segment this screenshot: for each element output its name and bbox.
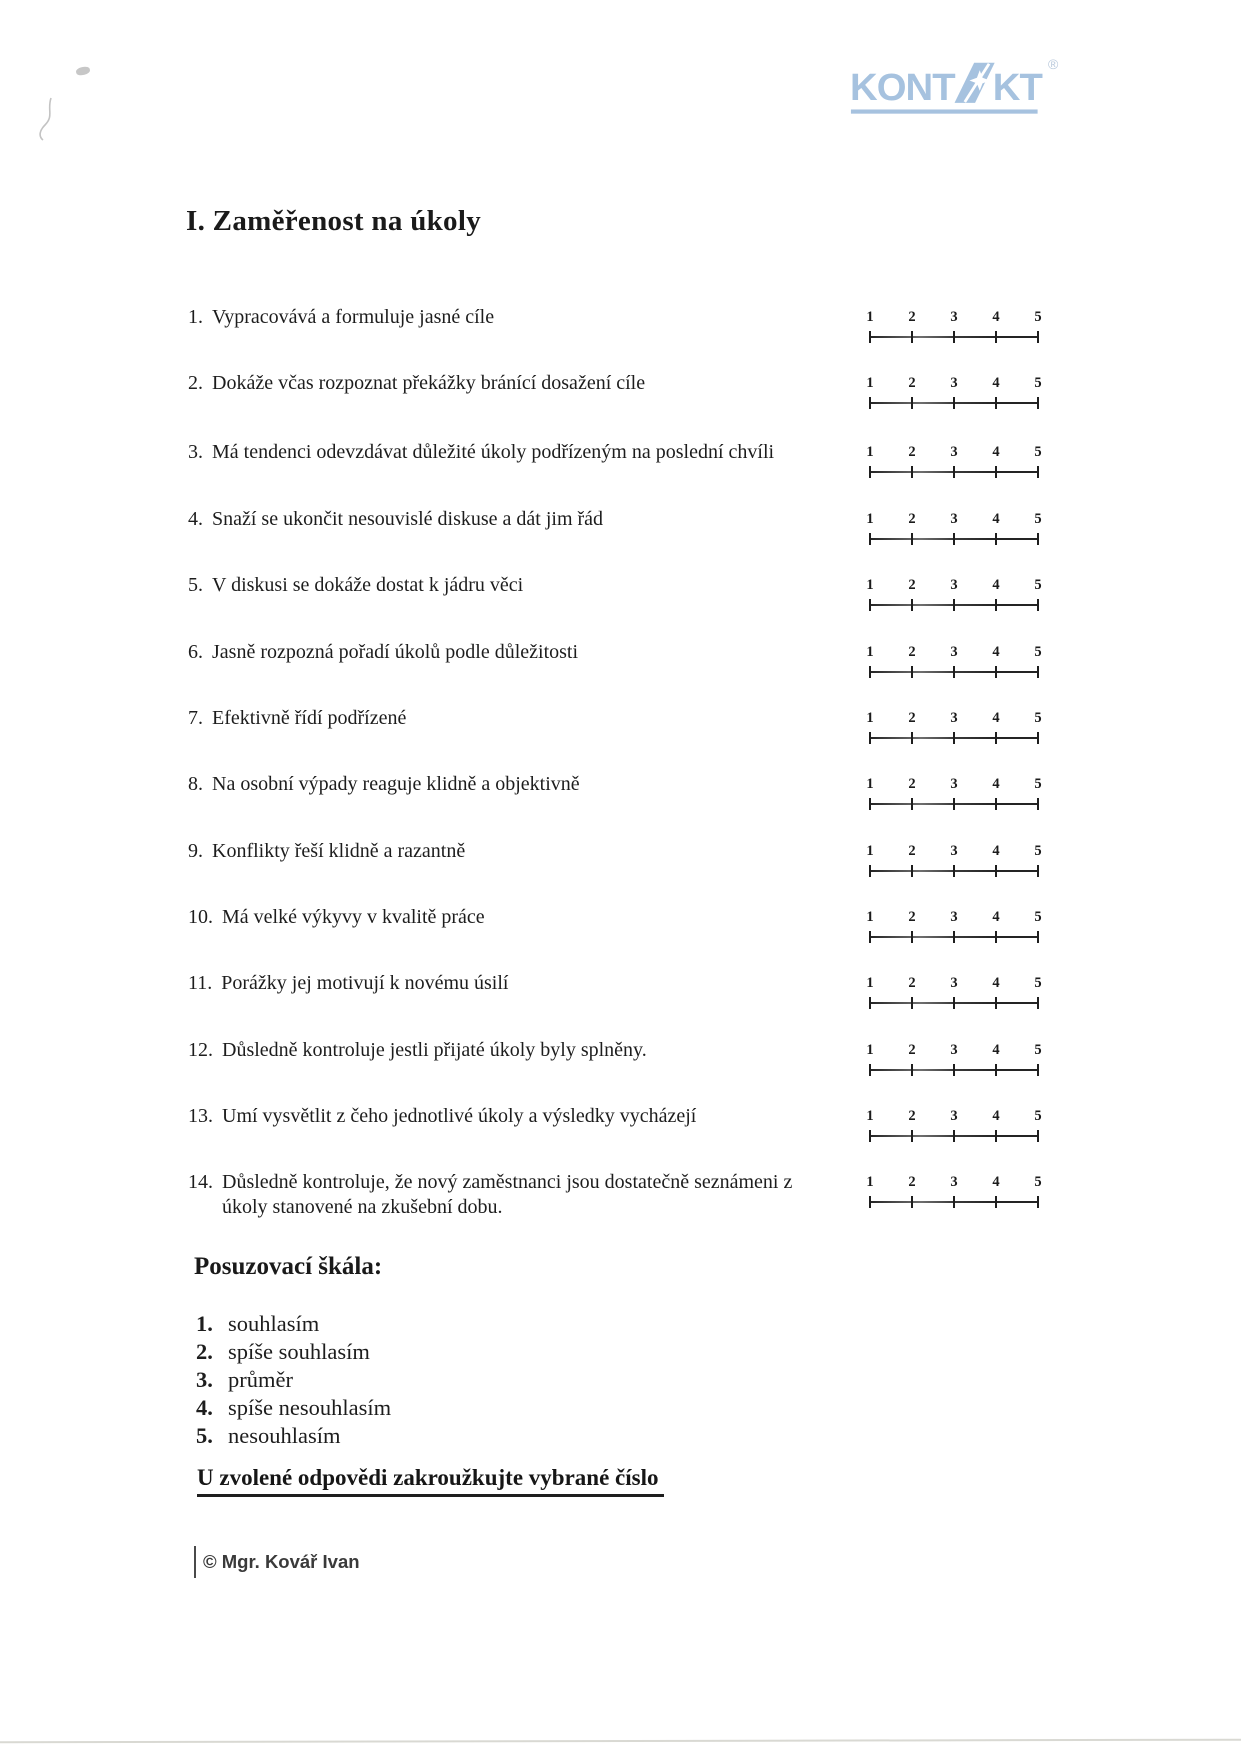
scale-number: 2	[908, 1174, 916, 1190]
rating-scale-line	[870, 402, 1038, 404]
scale-tick	[1037, 1130, 1039, 1142]
scale-tick	[995, 997, 997, 1009]
item-number: 8.	[188, 773, 203, 795]
scale-tick	[911, 397, 913, 409]
rating-scale	[866, 511, 1042, 551]
scale-number: 5	[1034, 644, 1042, 660]
rating-scale-line	[870, 538, 1038, 540]
scale-tick	[953, 865, 955, 877]
scale-tick	[953, 466, 955, 478]
scale-number: 1	[866, 975, 874, 991]
kontakt-logo	[850, 56, 1060, 124]
scale-number: 5	[1034, 375, 1042, 391]
section-heading: I. Zaměřenost na úkoly	[186, 205, 482, 237]
scale-number: 2	[908, 1108, 916, 1124]
scale-number: 3	[950, 843, 958, 859]
scale-tick	[1037, 397, 1039, 409]
scale-number: 3	[950, 511, 958, 527]
rating-scale	[866, 644, 1042, 684]
rating-scale	[866, 843, 1042, 883]
scan-artifact-bottom-edge	[0, 1739, 1241, 1744]
scale-number: 1	[866, 710, 874, 726]
scale-tick	[995, 1130, 997, 1142]
scale-tick	[869, 533, 871, 545]
scale-tick	[911, 599, 913, 611]
rating-scale-line	[870, 1201, 1038, 1203]
circle-answer-instruction: U zvolené odpovědi zakroužkujte vybrané číslo	[197, 1465, 664, 1497]
item-text: Má tendenci odevzdávat důležité úkoly podřízeným na poslední chvíli	[212, 441, 775, 463]
rating-option-label: souhlasím	[228, 1311, 320, 1336]
item-number: 5.	[188, 574, 203, 596]
item-text: Jasně rozpozná pořadí úkolů podle důležitosti	[212, 641, 579, 663]
scale-tick	[911, 865, 913, 877]
scale-number: 1	[866, 644, 874, 660]
scale-tick	[995, 1064, 997, 1076]
scale-number: 4	[992, 309, 1000, 325]
item-text: Konflikty řeší klidně a razantně	[212, 840, 466, 862]
svg-text:KT: KT	[992, 66, 1042, 110]
scale-tick	[1037, 732, 1039, 744]
scale-tick	[911, 931, 913, 943]
scale-tick	[953, 1130, 955, 1142]
rating-scale-line	[870, 671, 1038, 673]
item-text: Dokáže včas rozpoznat překážky bránící dosažení cíle	[212, 372, 646, 394]
item-number: 7.	[188, 707, 203, 729]
rating-scale	[866, 375, 1042, 415]
scale-tick	[953, 732, 955, 744]
scale-tick	[1037, 865, 1039, 877]
scale-number: 2	[908, 577, 916, 593]
scale-number: 5	[1034, 577, 1042, 593]
scale-tick	[911, 732, 913, 744]
scan-artifact-squiggle	[36, 96, 62, 149]
scale-tick	[869, 331, 871, 343]
item-number: 9.	[188, 840, 203, 862]
rating-scale	[866, 975, 1042, 1015]
scale-number: 4	[992, 444, 1000, 460]
scale-tick	[953, 1064, 955, 1076]
scale-number: 4	[992, 843, 1000, 859]
scale-tick	[869, 1064, 871, 1076]
scale-number: 2	[908, 375, 916, 391]
rating-scale-line	[870, 471, 1038, 473]
scale-number: 5	[1034, 909, 1042, 925]
scale-tick	[869, 599, 871, 611]
scan-artifact-blob	[75, 66, 90, 77]
scale-number: 4	[992, 375, 1000, 391]
questionnaire-item	[188, 839, 836, 864]
item-number: 12.	[188, 1039, 213, 1061]
scale-number: 3	[950, 577, 958, 593]
item-number: 1.	[188, 306, 203, 328]
scale-number: 1	[866, 909, 874, 925]
questionnaire-item	[188, 971, 836, 996]
scale-number: 1	[866, 776, 874, 792]
scale-number: 5	[1034, 843, 1042, 859]
scale-number: 2	[908, 309, 916, 325]
scale-tick	[869, 798, 871, 810]
item-number: 14.	[188, 1171, 213, 1193]
item-text: Umí vysvětlit z čeho jednotlivé úkoly a výsledky vycházejí	[222, 1105, 697, 1127]
scale-tick	[911, 666, 913, 678]
rating-scale	[866, 710, 1042, 750]
scale-number: 5	[1034, 1174, 1042, 1190]
scale-number: 2	[908, 444, 916, 460]
scale-tick	[1037, 1196, 1039, 1208]
scale-number: 3	[950, 309, 958, 325]
scale-number: 3	[950, 975, 958, 991]
scale-tick	[995, 466, 997, 478]
scale-number: 3	[950, 710, 958, 726]
rating-scale	[866, 1108, 1042, 1148]
scale-tick	[911, 1196, 913, 1208]
item-number: 4.	[188, 508, 203, 530]
rating-option-label: spíše nesouhlasím	[228, 1395, 392, 1420]
rating-scale-line	[870, 604, 1038, 606]
scale-number: 2	[908, 776, 916, 792]
scale-number: 3	[950, 776, 958, 792]
scale-tick	[869, 865, 871, 877]
scale-tick	[995, 931, 997, 943]
rating-option	[196, 1394, 391, 1422]
scale-tick	[1037, 997, 1039, 1009]
rating-scale	[866, 1174, 1042, 1214]
item-text: Porážky jej motivují k novému úsilí	[221, 972, 509, 994]
scale-number: 2	[908, 975, 916, 991]
scale-number: 3	[950, 1042, 958, 1058]
scale-tick	[911, 997, 913, 1009]
scale-tick	[995, 599, 997, 611]
scale-number: 2	[908, 644, 916, 660]
scale-number: 1	[866, 1042, 874, 1058]
scale-tick	[1037, 931, 1039, 943]
questionnaire-item	[188, 1104, 836, 1129]
rating-scale-line	[870, 803, 1038, 805]
rating-scale-line	[870, 936, 1038, 938]
item-text: Efektivně řídí podřízené	[212, 707, 407, 729]
rating-scale	[866, 444, 1042, 484]
scale-tick	[995, 331, 997, 343]
scale-number: 2	[908, 511, 916, 527]
scale-tick	[953, 997, 955, 1009]
scale-number: 1	[866, 444, 874, 460]
rating-option-number: 1.	[196, 1311, 213, 1336]
rating-scale	[866, 776, 1042, 816]
scale-number: 4	[992, 1042, 1000, 1058]
scale-number: 5	[1034, 309, 1042, 325]
item-text: Snaží se ukončit nesouvislé diskuse a dát jim řád	[212, 508, 604, 530]
rating-option	[196, 1310, 391, 1338]
rating-scale-line	[870, 336, 1038, 338]
scale-number: 4	[992, 710, 1000, 726]
scale-number: 5	[1034, 975, 1042, 991]
questionnaire-item	[188, 371, 836, 396]
questionnaire-item	[188, 640, 836, 665]
questionnaire-item	[188, 1038, 836, 1063]
scale-tick	[911, 466, 913, 478]
scale-number: 1	[866, 577, 874, 593]
scale-number: 2	[908, 1042, 916, 1058]
questionnaire-item	[188, 706, 836, 731]
scale-number: 3	[950, 909, 958, 925]
scale-number: 3	[950, 444, 958, 460]
item-number: 11.	[188, 972, 213, 994]
scale-tick	[995, 865, 997, 877]
scale-number: 3	[950, 644, 958, 660]
rating-scale	[866, 1042, 1042, 1082]
scale-number: 4	[992, 975, 1000, 991]
scale-number: 5	[1034, 511, 1042, 527]
scale-number: 1	[866, 309, 874, 325]
scale-tick	[869, 1130, 871, 1142]
scale-number: 4	[992, 909, 1000, 925]
scale-tick	[911, 331, 913, 343]
scale-tick	[1037, 1064, 1039, 1076]
scale-tick	[953, 397, 955, 409]
rating-scale-line	[870, 1002, 1038, 1004]
rating-option-number: 4.	[196, 1395, 213, 1420]
item-number: 2.	[188, 372, 203, 394]
rating-scale	[866, 909, 1042, 949]
rating-option	[196, 1422, 391, 1450]
rating-scale-line	[870, 1135, 1038, 1137]
rating-scale-title: Posuzovací škála:	[194, 1253, 383, 1280]
scale-number: 4	[992, 776, 1000, 792]
item-text: Má velké výkyvy v kvalitě práce	[222, 906, 485, 928]
scale-tick	[1037, 331, 1039, 343]
rating-option	[196, 1366, 391, 1394]
rating-scale-line	[870, 737, 1038, 739]
scale-number: 1	[866, 511, 874, 527]
scale-tick	[953, 599, 955, 611]
questionnaire-item	[188, 507, 836, 532]
questionnaire-item	[188, 573, 836, 598]
scale-number: 3	[950, 1174, 958, 1190]
item-number: 3.	[188, 441, 203, 463]
registered-trademark-symbol: ®	[1048, 56, 1059, 72]
rating-option-number: 3.	[196, 1367, 213, 1392]
scale-number: 3	[950, 1108, 958, 1124]
scale-number: 4	[992, 1174, 1000, 1190]
scale-tick	[995, 798, 997, 810]
rating-option-label: nesouhlasím	[228, 1423, 341, 1448]
rating-option-number: 2.	[196, 1339, 213, 1364]
scale-tick	[911, 798, 913, 810]
scale-tick	[869, 466, 871, 478]
questionnaire-item	[188, 772, 836, 797]
copyright-line: © Mgr. Kovář Ivan	[194, 1546, 360, 1578]
scale-number: 4	[992, 644, 1000, 660]
questionnaire-item	[188, 905, 836, 930]
item-text: Důsledně kontroluje, že nový zaměstnanci jsou dostatečně seznámeni z úkoly stanovené na zkušební dobu.	[222, 1171, 793, 1218]
scale-tick	[995, 732, 997, 744]
scale-tick	[869, 666, 871, 678]
scale-tick	[869, 931, 871, 943]
questionnaire-item	[188, 440, 836, 465]
scale-tick	[953, 798, 955, 810]
scale-number: 1	[866, 843, 874, 859]
rating-option-number: 5.	[196, 1423, 213, 1448]
item-text: Vypracovává a formuluje jasné cíle	[212, 306, 495, 328]
scale-number: 4	[992, 577, 1000, 593]
scale-number: 4	[992, 1108, 1000, 1124]
scale-number: 5	[1034, 1042, 1042, 1058]
scale-number: 2	[908, 710, 916, 726]
scale-number: 1	[866, 1108, 874, 1124]
scale-tick	[953, 931, 955, 943]
scale-tick	[995, 666, 997, 678]
scale-tick	[911, 533, 913, 545]
item-text: Důsledně kontroluje jestli přijaté úkoly byly splněny.	[222, 1039, 647, 1061]
rating-scale-list	[196, 1310, 391, 1450]
scale-tick	[995, 397, 997, 409]
scale-number: 1	[866, 375, 874, 391]
kontakt-logo-graphic	[850, 56, 1046, 120]
item-number: 6.	[188, 641, 203, 663]
scale-tick	[911, 1130, 913, 1142]
questionnaire-item	[188, 1170, 836, 1220]
rating-option-label: spíše souhlasím	[228, 1339, 370, 1364]
questionnaire-item	[188, 305, 836, 330]
scale-number: 5	[1034, 1108, 1042, 1124]
item-text: V diskusi se dokáže dostat k jádru věci	[212, 574, 524, 596]
item-text: Na osobní výpady reaguje klidně a objektivně	[212, 773, 580, 795]
scale-tick	[1037, 599, 1039, 611]
scale-tick	[1037, 798, 1039, 810]
scale-tick	[1037, 466, 1039, 478]
scale-number: 5	[1034, 776, 1042, 792]
scale-tick	[953, 666, 955, 678]
scale-tick	[869, 1196, 871, 1208]
svg-text:KONT: KONT	[850, 66, 955, 110]
scale-tick	[995, 533, 997, 545]
scale-number: 5	[1034, 710, 1042, 726]
rating-scale	[866, 577, 1042, 617]
scale-number: 4	[992, 511, 1000, 527]
rating-scale-line	[870, 870, 1038, 872]
scale-tick	[953, 331, 955, 343]
scale-tick	[995, 1196, 997, 1208]
scale-number: 2	[908, 909, 916, 925]
rating-scale-line	[870, 1069, 1038, 1071]
scale-number: 2	[908, 843, 916, 859]
item-number: 10.	[188, 906, 213, 928]
rating-option-label: průměr	[228, 1367, 293, 1392]
scale-tick	[953, 1196, 955, 1208]
scale-tick	[869, 732, 871, 744]
scale-number: 5	[1034, 444, 1042, 460]
scale-tick	[953, 533, 955, 545]
scale-tick	[869, 997, 871, 1009]
scale-tick	[869, 397, 871, 409]
item-number: 13.	[188, 1105, 213, 1127]
scale-tick	[1037, 533, 1039, 545]
scale-number: 1	[866, 1174, 874, 1190]
scale-number: 3	[950, 375, 958, 391]
rating-scale	[866, 309, 1042, 349]
rating-option	[196, 1338, 391, 1366]
scale-tick	[911, 1064, 913, 1076]
scale-tick	[1037, 666, 1039, 678]
